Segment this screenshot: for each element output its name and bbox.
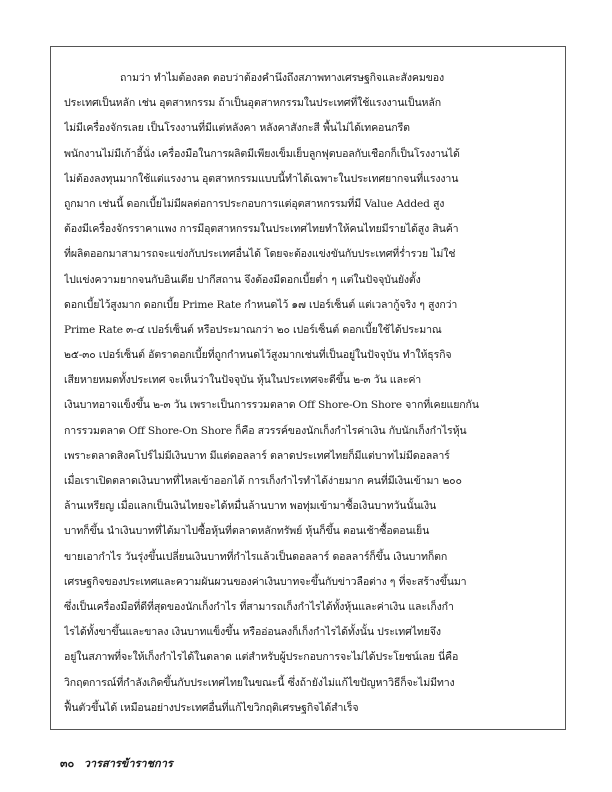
text-line: ประเทศเป็นหลัก เช่น อุตสาหกรรม ถ้าเป็นอุตสาหกรรมในประเทศที่ใช้แรงงานเป็นหลัก [64,97,441,110]
text-line: ซึ่งเป็นเครื่องมือที่ดีที่สุดของนักเก็งกำไร ที่สามารถเก็งกำไรได้ทั้งหุ้นและค่าเงิน และเก็งกำ [64,600,454,613]
text-line: ที่ผลิตออกมาสามารถจะแข่งกับประเทศอื่นได้ โดยจะต้องแข่งขันกับประเทศที่ร่ำรวย ไม่ใช่ [64,248,456,261]
text-line: ต้องมีเครื่องจักรราคาแพง การมีอุตสาหกรรมในประเทศไทยทำให้คนไทยมีรายได้สูง สินค้า [64,223,459,236]
text-line: ดอกเบี้ยไว้สูงมาก ดอกเบี้ย Prime Rate กำหนดไว้ ๑๗ เปอร์เซ็นต์ แต่เวลากู้จริง ๆ สูงกว่า [64,298,458,311]
text-line: Prime Rate ๓-๔ เปอร์เซ็นต์ หรือประมาณกว่า ๒๐ เปอร์เซ็นต์ ดอกเบี้ยใช้ได้ประมาณ [64,323,442,336]
text-line: ขายเอากำไร วันรุ่งขึ้นเปลี่ยนเงินบาทที่กำไรแล้วเป็นดอลลาร์ ดอลลาร์ก็ขึ้น เงินบาทก็ตก [64,550,448,563]
text-line: เสียหายหมดทั้งประเทศ จะเห็นว่าในปัจจุบัน หุ้นในประเทศจะดีขึ้น ๒-๓ วัน และค่า [64,374,422,387]
text-line: พนักงานไม่มีเก้าอี้นั่ง เครื่องมือในการผลิตมีเพียงเข็มเย็บลูกฟุตบอลกับเชือกก็เป็นโรงงานได้ [64,147,460,160]
text-line: ไม่ต้องลงทุนมากใช้แต่แรงงาน อุตสาหกรรมแบบนี้ทำได้เฉพาะในประเทศยากจนที่แรงงาน [64,172,459,185]
text-line: ถูกมาก เช่นนี้ ดอกเบี้ยไม่มีผลต่อการประกอบการแต่อุตสาหกรรมที่มี Value Added สูง [64,197,445,210]
page-number: ๓๐ [60,757,75,770]
text-line: เศรษฐกิจของประเทศและความผันผวนของค่าเงินบาทจะขึ้นกับข่าวลือต่าง ๆ ที่จะสร้างขึ้นมา [64,575,467,588]
page-footer [60,754,173,772]
text-line: ไม่มีเครื่องจักรเลย เป็นโรงงานที่มีแต่หลังคา หลังคาสังกะสี พื้นไม่ได้เทคอนกรีต [64,122,410,135]
text-line: การรวมตลาด Off Shore-On Shore ก็คือ สวรรค์ของนักเก็งกำไรค่าเงิน กับนักเก็งกำไรหุ้น [64,424,467,437]
text-line: ไปแข่งความยากจนกับอินเดีย ปากีสถาน จึงต้องมีดอกเบี้ยต่ำ ๆ แต่ในปัจจุบันยังตั้ง [64,273,421,286]
text-line: ถามว่า ทำไมต้องลด ตอบว่าต้องคำนึงถึงสภาพทางเศรษฐกิจและสังคมของ [120,72,444,84]
text-line: วิกฤตการณ์ที่กำลังเกิดขึ้นกับประเทศไทยในขณะนี้ ซึ่งถ้ายังไม่แก้ไขปัญหาวิธีก็จะไม่มีทาง [64,676,455,689]
journal-name: วารสารข้าราชการ [83,757,173,770]
text-line: ๒๕-๓๐ เปอร์เซ็นต์ อัตราดอกเบี้ยที่ถูกกำหนดไว้สูงมากเช่นที่เป็นอยู่ในปัจจุบัน ทำให้ธุรกิจ [64,349,452,362]
text-line: ล้านเหรียญ เมื่อแลกเป็นเงินไทยจะได้หมื่นล้านบาท พอทุ่มเข้ามาซื้อเงินบาทวันนั้นเงิน [64,500,437,513]
text-line: เพราะตลาดสิงคโปร์ไม่มีเงินบาท มีแต่ดอลลาร์ ตลาดประเทศไทยก็มีแต่บาทไม่มีดอลลาร์ [64,449,450,462]
text-line: บาทก็ขึ้น นำเงินบาทที่ได้มาไปซื้อหุ้นที่ตลาดหลักทรัพย์ หุ้นก็ขึ้น ตอนเช้าซื้อตอนเย็น [64,525,430,538]
text-line: เมื่อเราเปิดตลาดเงินบาทที่ไหลเข้าออกได้ การเก็งกำไรทำได้ง่ายมาก คนที่มีเงินเข้ามา ๒๐๐ [64,475,462,487]
text-line: ฟื้นตัวขึ้นได้ เหมือนอย่างประเทศอื่นที่แก้ไขวิกฤติเศรษฐกิจได้สำเร็จ [64,701,359,714]
text-line: อยู่ในสภาพที่จะให้เก็งกำไรได้ในตลาด แต่สำหรับผู้ประกอบการจะไม่ได้ประโยชน์เลย นี่คือ [64,651,459,664]
body-text [64,66,554,721]
text-line: เงินบาทอาจแข็งขึ้น ๒-๓ วัน เพราะเป็นการรวมตลาด Off Shore-On Shore จากที่เคยแยกกัน [64,399,479,412]
text-line: ไรได้ทั้งขาขึ้นและขาลง เงินบาทแข็งขึ้น หรืออ่อนลงก็เก็งกำไรได้ทั้งนั้น ประเทศไทยจึง [64,626,441,639]
